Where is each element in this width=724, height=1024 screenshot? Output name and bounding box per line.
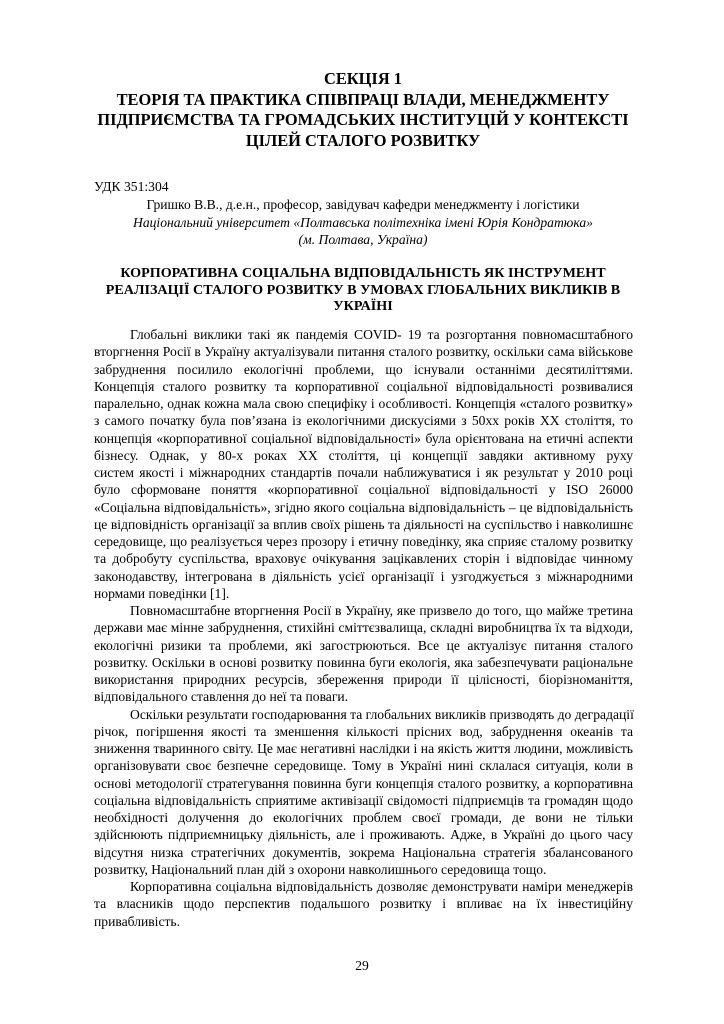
paragraph-line: та власників щодо перспектив подальшого розвитку і впливає на їх інвестиційну [94,896,633,912]
author-city: (м. Полтава, Україна) [298,232,428,247]
paragraph-line: було сформоване поняття «корпоративної соціальної відповідальності у ISO 26000 [94,482,633,498]
paragraph-line: соціальна відповідальність сприятиме активізації свідомості підприємців та громадян щодо [94,792,633,808]
author-university: Національний університет «Полтавська політехніка імені Юрія Кондратюка» [133,214,593,230]
paragraph-line: законодавству, інтегрована в діяльність усієї організації і узгоджується з міжнародними [94,568,633,584]
section-header-line: ТЕОРІЯ ТА ПРАКТИКА СПІВПРАЦІ ВЛАДИ, МЕНЕДЖМЕНТУ [116,89,610,109]
paragraph-line: Оскільки результати господарювання та глобальних викликів призводять до деградації [130,706,634,722]
article-title-line: УКРАЇНІ [333,298,393,315]
udc-code: УДК 351:304 [94,179,169,194]
article-title-line: РЕАЛІЗАЦІЇ СТАЛОГО РОЗВИТКУ В УМОВАХ ГЛОБАЛЬНИХ ВИКЛИКІВ В [105,281,621,298]
paragraph-line: концепція «корпоративної соціальної відповідальності» була орієнтована на етичні аспекти [94,430,633,446]
paragraph-line: Корпоративна соціальна відповідальність дозволяє демонструвати наміри менеджерів [130,879,633,894]
author-name: Гришко В.В., д.е.н., професор, завідувач кафедри менеджменту і логістики [146,197,580,212]
article-title-line: КОРПОРАТИВНА СОЦІАЛЬНА ВІДПОВІДАЛЬНІСТЬ ЯК ІНСТРУМЕНТ [120,265,606,281]
paragraph-line: основі методології стратегування повинна буги концепція сталого розвитку, а корпоративна [94,775,633,791]
paragraph-line: привабливість. [94,913,181,929]
paragraph [94,602,633,706]
paragraph [94,326,633,602]
paragraph-line: систем якості і міжнародних стандартів почали наближуватися і як результат у 2010 році [94,465,633,480]
paragraph [94,878,633,930]
paragraph-line: Повномасштабне вторгнення Росії в Україну, яке призвело до того, що майже третина [130,603,633,618]
paragraph-line: розвитку, Національний план дій з охорони навколишнього середовища тощо. [94,861,547,877]
paragraph-line: вторгнення Росії в Україну актуалізували питання сталого розвитку, оскільки сама військове [94,344,633,360]
paragraph-line: нормами поведінки [1]. [94,585,230,601]
paragraph-line: використання природних ресурсів, збереження природи її цілісності, біорізноманіття, [94,672,633,687]
paragraph-line: паралельно, однак кожна мала свою специфіку і особливості. Концепція «сталого розвитку» [94,396,633,411]
paragraph-line: «Соціальна відповідальність», згідно якого соціальна відповідальність – це відповідальність [94,499,633,515]
section-header-line: ПІДПРИЄМСТВА ТА ГРОМАДСЬКИХ ІНСТИТУЦІЙ У КОНТЕКСТІ [97,110,629,129]
paragraph-line: бізнесу. Однак, у 80-х роках ХХ століття, ці концепції завдяки активному руху [94,447,633,463]
section-header [80,69,646,151]
section-header-line: СЕКЦІЯ 1 [324,69,402,88]
paragraph [94,706,633,879]
paragraph-line: організовувати своє безпечне середовище. Тому в Україні нині склалася ситуація, коли в [94,758,633,774]
article-title [80,265,646,315]
paragraph-line: це відповідність організації за вплив своїх рішень та діяльності на суспільство і навколишнє [94,516,633,532]
author-block [80,196,646,249]
paragraph-line: забруднення посилило екологічні проблеми, що існували останніми десятиліттями. [94,361,633,377]
paragraph-line: необхідності долучення до екологічних проблем своєї громади, де вони не тільки [94,810,633,825]
paragraph-line: річок, погіршення якості та зменшення кількості прісних вод, забруднення океанів та [94,723,633,739]
paragraph-line: відповідального ставлення до неї та поваги. [94,689,349,705]
paragraph-line: розвитку. Оскільки в основі розвитку повинна буги екологія, яка забезпечувати раціональне [94,654,633,670]
section-header-line: ЦІЛЕЙ СТАЛОГО РОЗВИТКУ [245,130,481,150]
paragraph-line: держави має мінне забруднення, стихійні сміттєзвалища, складні виробництва їх та відходи, [94,620,633,636]
paragraph-line: зниження тваринного світу. Це має негативні наслідки і на якість життя людини, можливість [94,741,633,756]
paragraph-line: екологічні ризики та проблеми, які загострюються. Все це актуалізує питання сталого [94,637,633,653]
article-body [94,326,633,930]
paragraph-line: відсутня низка стратегічних документів, зокрема Національна стратегія збалансованого [94,844,633,860]
paragraph-line: Глобальні виклики такі як пандемія COVID- 19 та розгортання повномасштабного [130,327,633,342]
page-number: 29 [355,958,369,973]
paragraph-line: з самого початку була пов’язана із екологічними дискусіями з 50хх років ХХ століття, то [94,413,633,429]
paragraph-line: середовище, що реалізується через прозору і етичну поведінку, яка сприяє сталому розвитку [94,534,633,549]
paragraph-line: та добробуту суспільства, враховує очікування зацікавлених сторін і відповідає чинному [94,551,633,567]
paragraph-line: Концепція сталого розвитку та корпоративної соціальної відповідальності розвивалися [94,378,633,394]
paragraph-line: здійснюють підприємницьку діяльність, але і проживають. Адже, в Україні до цього часу [94,827,633,843]
